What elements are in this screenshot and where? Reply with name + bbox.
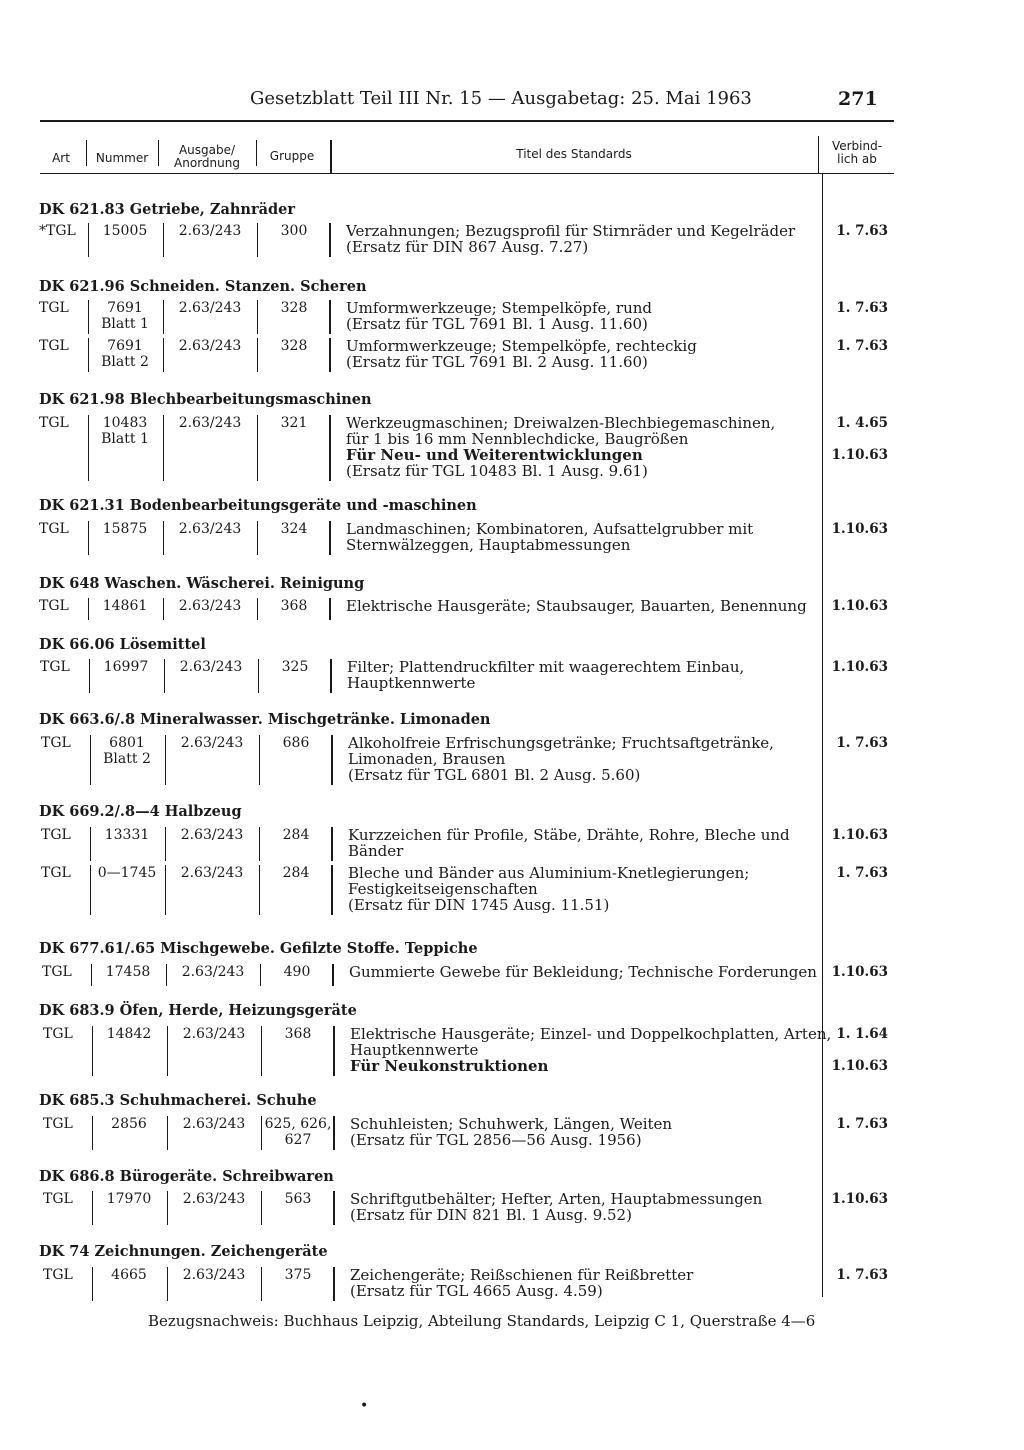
entry-ausgabe: 2.63/243 — [180, 827, 244, 843]
entry-art: TGL — [42, 964, 72, 980]
entry-gruppe: 686 — [282, 735, 310, 751]
entry-gruppe: 375 — [284, 1267, 312, 1283]
title-divider — [332, 964, 334, 986]
title-divider — [333, 1191, 335, 1225]
entry-verbindlich: 1. 7.63 — [836, 865, 888, 881]
column-header-verbindlich-line2: lich ab — [837, 152, 877, 166]
entry-ausgabe: 2.63/243 — [178, 338, 242, 354]
entry-gruppe: 368 — [284, 1026, 312, 1042]
entry-verbindlich: 1.10.63 — [831, 1058, 888, 1074]
entry-art: TGL — [41, 735, 71, 751]
entry-ausgabe: 2.63/243 — [178, 521, 242, 537]
entry-number-sheet: Blatt 1 — [101, 316, 149, 332]
column-header-ausgabe-line1: Ausgabe/ — [178, 143, 236, 157]
entry-title-line: Schuhleisten; Schuhwerk, Längen, Weiten — [350, 1115, 673, 1133]
entry-number-sheet: Blatt 2 — [101, 354, 149, 370]
cell-divider — [165, 865, 166, 915]
cell-divider — [88, 415, 89, 481]
section-heading: DK 74 Zeichnungen. Zeichengeräte — [39, 1243, 328, 1260]
column-header-gruppe: Gruppe — [269, 149, 315, 163]
entry-ausgabe: 2.63/243 — [182, 1267, 246, 1283]
print-mark: • — [360, 1398, 369, 1414]
title-divider — [329, 598, 331, 620]
cell-divider — [163, 598, 164, 620]
section-heading: DK 663.6/.8 Mineralwasser. Mischgetränke. Limonaden — [39, 711, 491, 728]
column-header-titel: Titel des Standards — [516, 147, 632, 161]
cell-divider — [163, 223, 164, 257]
cell-divider — [88, 300, 89, 334]
entry-title-line: (Ersatz für TGL 6801 Bl. 2 Ausg. 5.60) — [348, 766, 641, 784]
column-divider — [158, 140, 159, 166]
entry-number: 17970 — [106, 1191, 152, 1207]
section-heading: DK 621.96 Schneiden. Stanzen. Scheren — [39, 278, 367, 295]
entry-number: 16997 — [103, 659, 149, 675]
cell-divider — [88, 223, 89, 257]
entry-gruppe: 324 — [280, 521, 308, 537]
entry-art: TGL — [39, 338, 69, 354]
cell-divider — [88, 598, 89, 620]
cell-divider — [92, 1191, 93, 1225]
column-divider — [86, 140, 87, 166]
entry-title-line: Landmaschinen; Kombinatoren, Aufsattelgrubber mit — [346, 520, 754, 538]
entry-verbindlich: 1. 7.63 — [836, 735, 888, 751]
entry-title-line: Elektrische Hausgeräte; Einzel- und Doppelkochplatten, Arten, — [350, 1025, 832, 1043]
entry-verbindlich: 1.10.63 — [831, 447, 888, 463]
entry-ausgabe: 2.63/243 — [182, 1191, 246, 1207]
page-number: 271 — [838, 88, 878, 110]
title-divider — [329, 223, 331, 257]
entry-title-line: (Ersatz für DIN 867 Ausg. 7.27) — [346, 238, 589, 256]
title-divider — [329, 300, 331, 334]
section-heading: DK 66.06 Lösemittel — [39, 636, 206, 653]
entry-gruppe: 300 — [280, 223, 308, 239]
title-divider — [333, 1267, 335, 1301]
section-heading: DK 683.9 Öfen, Herde, Heizungsgeräte — [39, 1002, 357, 1019]
title-divider — [333, 1026, 335, 1076]
cell-divider — [165, 827, 166, 861]
cell-divider — [89, 659, 90, 693]
section-heading: DK 621.31 Bodenbearbeitungsgeräte und -maschinen — [39, 497, 477, 514]
entry-title-line: (Ersatz für TGL 7691 Bl. 2 Ausg. 11.60) — [346, 353, 648, 371]
entry-verbindlich: 1. 1.64 — [836, 1026, 888, 1042]
page-header-title: Gesetzblatt Teil III Nr. 15 — Ausgabetag: 25. Mai 1963 — [250, 88, 752, 109]
entry-number: 0—1745 — [97, 865, 157, 881]
entry-number: 4665 — [111, 1267, 147, 1283]
entry-title-line: Alkoholfreie Erfrischungsgetränke; Fruchtsaftgetränke, — [348, 734, 774, 752]
entry-verbindlich: 1. 7.63 — [836, 338, 888, 354]
entry-art: TGL — [41, 865, 71, 881]
entry-verbindlich: 1.10.63 — [831, 827, 888, 843]
entry-art: TGL — [39, 521, 69, 537]
section-heading: DK 677.61/.65 Mischgewebe. Gefilzte Stoffe. Teppiche — [39, 940, 478, 957]
cell-divider — [167, 1116, 168, 1150]
entry-title-line: Filter; Plattendruckfilter mit waagerechtem Einbau, — [347, 658, 745, 676]
entry-number: 10483 — [102, 415, 148, 431]
title-divider — [330, 659, 332, 693]
entry-title-line: Verzahnungen; Bezugsprofil für Stirnräder und Kegelräder — [346, 222, 796, 240]
cell-divider — [88, 521, 89, 555]
entry-verbindlich: 1.10.63 — [831, 598, 888, 614]
cell-divider — [166, 964, 167, 986]
entry-gruppe: 490 — [283, 964, 311, 980]
entry-title-line: (Ersatz für TGL 2856—56 Ausg. 1956) — [350, 1131, 642, 1149]
entry-title-line: Bänder — [348, 842, 404, 860]
cell-divider — [163, 338, 164, 372]
entry-number: 15875 — [102, 521, 148, 537]
section-heading: DK 621.83 Getriebe, Zahnräder — [39, 201, 296, 218]
cell-divider — [163, 300, 164, 334]
section-heading: DK 686.8 Bürogeräte. Schreibwaren — [39, 1168, 334, 1185]
title-divider — [329, 338, 331, 372]
entry-number: 15005 — [102, 223, 148, 239]
entry-ausgabe: 2.63/243 — [180, 865, 244, 881]
entry-gruppe: 563 — [284, 1191, 312, 1207]
entry-art: TGL — [39, 415, 69, 431]
title-divider — [331, 827, 333, 861]
entry-title-line: Werkzeugmaschinen; Dreiwalzen-Blechbiegemaschinen, — [346, 414, 776, 432]
entry-gruppe: 328 — [280, 338, 308, 354]
cell-divider — [92, 1267, 93, 1301]
cell-divider — [91, 964, 92, 986]
entry-verbindlich: 1.10.63 — [831, 1191, 888, 1207]
cell-divider — [90, 827, 91, 861]
title-divider — [331, 865, 333, 915]
entry-title-line: (Ersatz für TGL 4665 Ausg. 4.59) — [350, 1282, 603, 1300]
cell-divider — [90, 735, 91, 785]
entry-verbindlich: 1. 7.63 — [836, 223, 888, 239]
entry-title-line: Schriftgutbehälter; Hefter, Arten, Hauptabmessungen — [350, 1190, 763, 1208]
entry-gruppe-cont: 627 — [284, 1132, 312, 1148]
title-divider — [329, 521, 331, 555]
entry-gruppe: 368 — [280, 598, 308, 614]
cell-divider — [163, 521, 164, 555]
entry-number: 2856 — [111, 1116, 147, 1132]
entry-number-sheet: Blatt 1 — [101, 431, 149, 447]
cell-divider — [92, 1116, 93, 1150]
column-header-nummer: Nummer — [95, 151, 149, 165]
column-header-art: Art — [52, 151, 70, 165]
entry-title-line: (Ersatz für TGL 7691 Bl. 1 Ausg. 11.60) — [346, 315, 648, 333]
cell-divider — [167, 1267, 168, 1301]
entry-number: 13331 — [104, 827, 150, 843]
entry-title-line: Für Neukonstruktionen — [350, 1057, 549, 1075]
entry-art: TGL — [39, 598, 69, 614]
entry-art: TGL — [43, 1267, 73, 1283]
column-divider — [256, 140, 257, 166]
entry-gruppe: 625, 626, — [264, 1116, 332, 1132]
entry-number-sheet: Blatt 2 — [103, 751, 151, 767]
section-heading: DK 648 Waschen. Wäscherei. Reinigung — [39, 575, 365, 592]
entry-title-line: Limonaden, Brausen — [348, 750, 506, 768]
column-divider — [818, 136, 819, 173]
entry-ausgabe: 2.63/243 — [180, 735, 244, 751]
title-divider — [331, 735, 333, 785]
entry-gruppe: 325 — [281, 659, 309, 675]
entry-number: 7691 — [107, 338, 143, 354]
entry-verbindlich: 1.10.63 — [831, 964, 888, 980]
section-heading: DK 621.98 Blechbearbeitungsmaschinen — [39, 391, 372, 408]
header-rule-top — [40, 120, 894, 122]
footer-reference: Bezugsnachweis: Buchhaus Leipzig, Abteilung Standards, Leipzig C 1, Querstraße 4—6 — [148, 1312, 816, 1330]
cell-divider — [90, 865, 91, 915]
entry-ausgabe: 2.63/243 — [179, 659, 243, 675]
entry-art: TGL — [39, 300, 69, 316]
entry-title-line: (Ersatz für TGL 10483 Bl. 1 Ausg. 9.61) — [346, 462, 648, 480]
entry-art: TGL — [40, 659, 70, 675]
entry-gruppe: 328 — [280, 300, 308, 316]
entry-ausgabe: 2.63/243 — [178, 415, 242, 431]
cell-divider — [165, 735, 166, 785]
entry-number: 14842 — [106, 1026, 152, 1042]
entry-verbindlich: 1. 7.63 — [836, 1116, 888, 1132]
entry-title-line: Sternwälzeggen, Hauptabmessungen — [346, 536, 631, 554]
cell-divider — [88, 338, 89, 372]
entry-title-line: Hauptkennwerte — [347, 674, 476, 692]
entry-gruppe: 321 — [280, 415, 308, 431]
entry-title-line: Umformwerkzeuge; Stempelköpfe, rechteckig — [346, 337, 697, 355]
cell-divider — [92, 1026, 93, 1076]
entry-art: TGL — [43, 1026, 73, 1042]
entry-ausgabe: 2.63/243 — [181, 964, 245, 980]
entry-verbindlich: 1. 4.65 — [836, 415, 888, 431]
cell-divider — [164, 659, 165, 693]
entry-number: 7691 — [107, 300, 143, 316]
entry-title-line: Für Neu- und Weiterentwicklungen — [346, 446, 643, 464]
entry-verbindlich: 1. 7.63 — [836, 300, 888, 316]
entry-verbindlich: 1. 7.63 — [836, 1267, 888, 1283]
entry-title-line: (Ersatz für DIN 821 Bl. 1 Ausg. 9.52) — [350, 1206, 632, 1224]
entry-art: TGL — [43, 1116, 73, 1132]
title-divider — [333, 1116, 335, 1150]
entry-title-line: Gummierte Gewebe für Bekleidung; Technische Forderungen — [349, 963, 817, 981]
entry-title-line: Elektrische Hausgeräte; Staubsauger, Bauarten, Benennung — [346, 597, 807, 615]
cell-divider — [167, 1026, 168, 1076]
entry-art: TGL — [43, 1191, 73, 1207]
cell-divider — [167, 1191, 168, 1225]
entry-title-line: Zeichengeräte; Reißschienen für Reißbretter — [350, 1266, 694, 1284]
entry-art: *TGL — [39, 223, 76, 239]
entry-title-line: Umformwerkzeuge; Stempelköpfe, rund — [346, 299, 653, 317]
section-heading: DK 669.2/.8—4 Halbzeug — [39, 803, 242, 820]
entry-title-line: (Ersatz für DIN 1745 Ausg. 11.51) — [348, 896, 610, 914]
entry-title-line: Kurzzeichen für Profile, Stäbe, Drähte, Rohre, Bleche und — [348, 826, 790, 844]
entry-ausgabe: 2.63/243 — [182, 1116, 246, 1132]
column-header-ausgabe-line2: Anordnung — [174, 156, 240, 170]
entry-ausgabe: 2.63/243 — [178, 300, 242, 316]
column-divider — [330, 140, 332, 173]
entry-ausgabe: 2.63/243 — [182, 1026, 246, 1042]
entry-title-line: Festigkeitseigenschaften — [348, 880, 538, 898]
section-heading: DK 685.3 Schuhmacherei. Schuhe — [39, 1092, 317, 1109]
entry-title-line: für 1 bis 16 mm Nennblechdicke, Baugrößen — [346, 430, 689, 448]
entry-gruppe: 284 — [282, 865, 310, 881]
entry-ausgabe: 2.63/243 — [178, 598, 242, 614]
entry-gruppe: 284 — [282, 827, 310, 843]
entry-number: 17458 — [105, 964, 151, 980]
title-divider — [329, 415, 331, 481]
entry-ausgabe: 2.63/243 — [178, 223, 242, 239]
entry-title-line: Hauptkennwerte — [350, 1041, 479, 1059]
entry-verbindlich: 1.10.63 — [831, 521, 888, 537]
entry-number: 6801 — [109, 735, 145, 751]
entry-verbindlich: 1.10.63 — [831, 659, 888, 675]
entry-art: TGL — [41, 827, 71, 843]
cell-divider — [163, 415, 164, 481]
entry-number: 14861 — [102, 598, 148, 614]
header-rule-bottom — [40, 173, 894, 174]
column-header-verbindlich-line1: Verbind- — [831, 139, 883, 153]
entry-title-line: Bleche und Bänder aus Aluminium-Knetlegierungen; — [348, 864, 750, 882]
